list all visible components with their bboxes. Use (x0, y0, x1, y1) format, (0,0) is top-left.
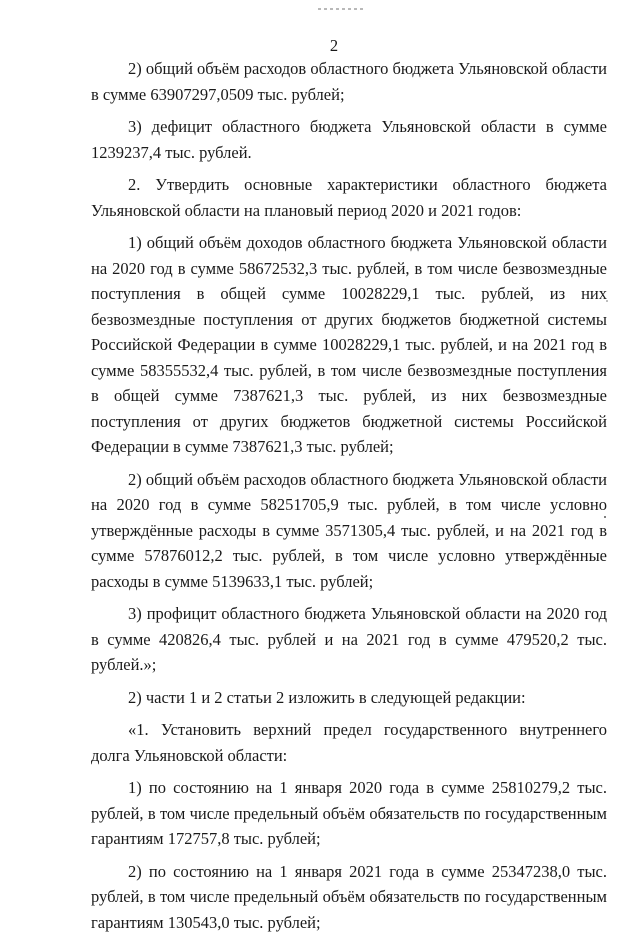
paragraph: 1) общий объём доходов областного бюджета Ульяновской области на 2020 год в сумме 58672532,3 тыс. рублей, в том числе безвозмездные поступления в общей сумме 10028229,1 тыс. рублей, из них безвозмездные поступления от других бюджетов бюджетной системы Российской Федерации в сумме 10028229,1 тыс. рублей, и на 2021 год в сумме 58355532,4 тыс. рублей, в том числе безвозмездные поступления в общей сумме 7387621,3 тыс. рублей, из них безвозмездные поступления от других бюджетов бюджетной системы Российской Федерации в сумме 7387621,3 тыс. рублей; (91, 233, 607, 456)
paragraph: 2) по состоянию на 1 января 2021 года в сумме 25347238,0 тыс. рублей, в том числе предельный объём обязательств по государственным гарантиям 130543,0 тыс. рублей; (91, 861, 607, 932)
paragraph: 2) общий объём расходов областного бюджета Ульяновской области на 2020 год в сумме 58251705,9 тыс. рублей, в том числе условно утверждённые расходы в сумме 3571305,4 тыс. рублей, и на 2021 год в сумме 57876012,2 тыс. рублей, в том числе условно утверждённые расходы в сумме 5139633,1 тыс. рублей; (91, 469, 607, 591)
scan-artifact (318, 8, 366, 10)
document-body (91, 56, 607, 942)
paragraph: 2. Утвердить основные характеристики областного бюджета Ульяновской области на плановый период 2020 и 2021 годов: (91, 175, 607, 220)
paragraph: 3) профицит областного бюджета Ульяновской области на 2020 год в сумме 420826,4 тыс. рублей и на 2021 год в сумме 479520,2 тыс. рублей.»; (91, 604, 607, 674)
paragraph: «1. Установить верхний предел государственного внутреннего долга Ульяновской области: (91, 720, 607, 765)
page-number: 2 (329, 36, 339, 55)
paragraph: 1) по состоянию на 1 января 2020 года в сумме 25810279,2 тыс. рублей, в том числе предельный объём обязательств по государственным гарантиям 172757,8 тыс. рублей; (91, 778, 607, 848)
paragraph: 2) общий объём расходов областного бюджета Ульяновской области в сумме 63907297,0509 тыс. рублей; (91, 59, 607, 104)
paragraph: 3) дефицит областного бюджета Ульяновской области в сумме 1239237,4 тыс. рублей. (91, 117, 607, 162)
paragraph: 2) части 1 и 2 статьи 2 изложить в следующей редакции: (128, 687, 526, 707)
